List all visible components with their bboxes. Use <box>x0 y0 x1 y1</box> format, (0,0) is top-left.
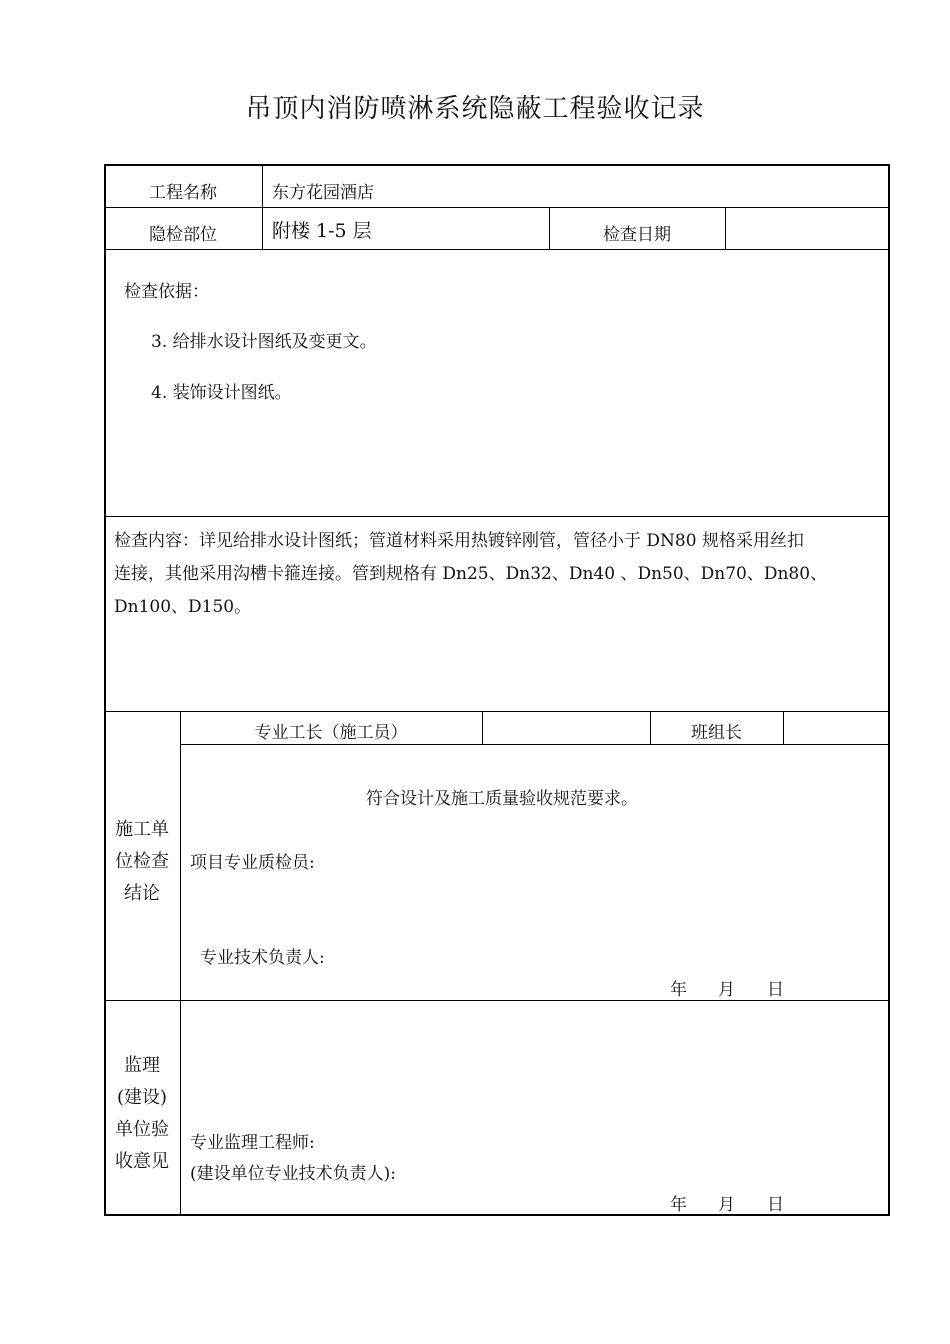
column-divider <box>482 711 483 744</box>
team-leader-label: 班组长 <box>691 723 742 743</box>
supervision-side-label: 收意见 <box>115 1151 169 1172</box>
basis-label: 检查依据： <box>124 282 209 302</box>
date-day: 日 <box>767 980 784 1000</box>
tech-lead-label: 专业技术负责人: <box>200 948 325 968</box>
supervising-engineer-label: 专业监理工程师: <box>190 1133 315 1153</box>
construction-side-label: 施工单 <box>115 819 169 840</box>
owner-tech-lead-label: (建设单位专业技术负责人): <box>190 1164 396 1184</box>
row-divider <box>104 249 890 250</box>
column-divider <box>783 711 784 744</box>
construction-side-label: 结论 <box>124 883 160 904</box>
content-line: 连接，其他采用沟槽卡箍连接。管到规格有 Dn25、Dn32、Dn40 、Dn50、Dn70、Dn80、 <box>114 564 828 584</box>
column-divider <box>262 164 263 249</box>
date-month: 月 <box>718 1195 735 1215</box>
row-divider <box>104 1000 890 1001</box>
project-name-value: 东方花园酒店 <box>272 183 374 203</box>
inspection-date-label: 检查日期 <box>603 225 671 245</box>
record-form-frame <box>104 164 890 1216</box>
date-year: 年 <box>670 980 687 1000</box>
construction-side-label: 位检查 <box>115 851 169 872</box>
column-divider <box>725 207 726 249</box>
project-name-label: 工程名称 <box>149 183 217 203</box>
date-month: 月 <box>718 980 735 1000</box>
conclusion-text: 符合设计及施工质量验收规范要求。 <box>366 789 638 809</box>
quality-inspector-label: 项目专业质检员: <box>190 853 315 873</box>
basis-item: 4. 装饰设计图纸。 <box>151 383 292 403</box>
location-value: 附楼 1-5 层 <box>272 220 372 242</box>
row-divider <box>104 207 890 208</box>
content-line: 检查内容：详见给排水设计图纸；管道材料采用热镀锌刚管，管径小于 DN80 规格采用丝扣 <box>114 531 804 551</box>
location-label: 隐检部位 <box>149 225 217 245</box>
supervision-side-label: (建设) <box>116 1087 168 1108</box>
basis-item: 3. 给排水设计图纸及变更文。 <box>151 332 377 352</box>
page-title: 吊顶内消防喷淋系统隐蔽工程验收记录 <box>245 94 705 124</box>
row-divider <box>104 711 890 712</box>
date-day: 日 <box>767 1195 784 1215</box>
row-divider <box>180 744 890 745</box>
content-line: Dn100、D150。 <box>114 597 252 617</box>
row-divider <box>104 516 890 517</box>
date-year: 年 <box>670 1195 687 1215</box>
supervision-side-label: 监理 <box>124 1055 160 1076</box>
supervision-side-label: 单位验 <box>115 1119 169 1140</box>
foreman-label: 专业工长（施工员） <box>254 723 408 743</box>
